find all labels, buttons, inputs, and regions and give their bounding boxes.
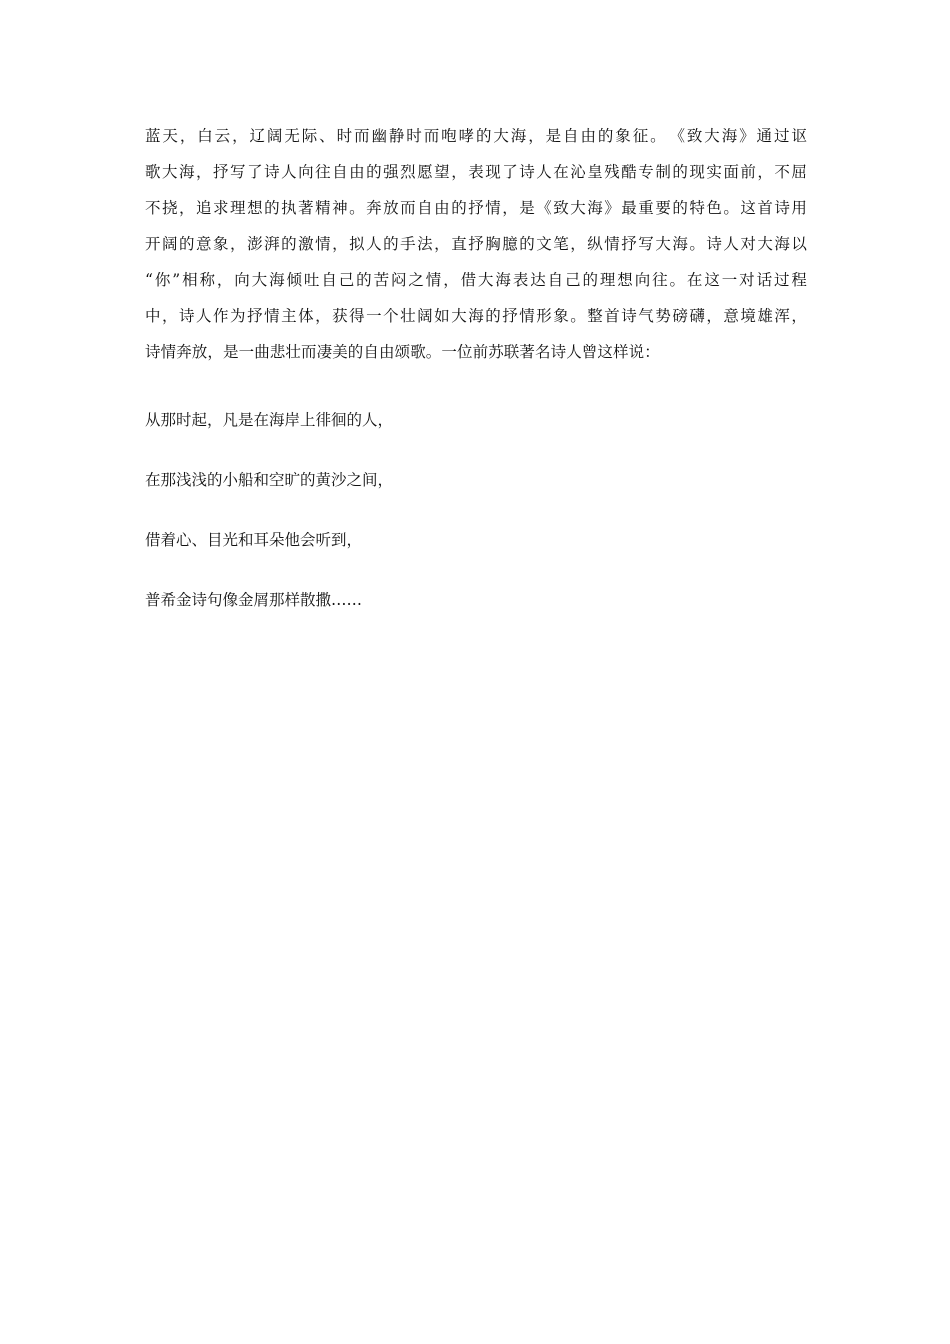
paragraph-line: 歌大海，抒写了诗人向往自由的强烈愿望，表现了诗人在沁皇残酷专制的现实面前，不屈: [145, 163, 807, 181]
paragraph-line: 蓝天，白云，辽阔无际、时而幽静时而咆哮的大海，是自由的象征。 《致大海》通过讴: [145, 127, 807, 145]
paragraph-line: 开阔的意象，澎湃的激情，拟人的手法，直抒胸臆的文笔，纵情抒写大海。诗人对大海以: [145, 235, 807, 253]
paragraph-line: 不挠，追求理想的执著精神。奔放而自由的抒情，是《致大海》最重要的特色。这首诗用: [145, 199, 807, 217]
poem-verse: 从那时起，凡是在海岸上徘徊的人，: [145, 411, 394, 429]
paragraph-line: 中，诗人作为抒情主体，获得一个壮阔如大海的抒情形象。整首诗气势磅礴，意境雄浑，: [145, 307, 807, 325]
poem-verse: 在那浅浅的小船和空旷的黄沙之间，: [145, 471, 394, 489]
poem-verse: 普希金诗句像金屑那样散撒……: [145, 591, 363, 609]
poem-quote: [145, 390, 807, 630]
poem-verse: 借着心、目光和耳朵他会听到，: [145, 531, 363, 549]
paragraph-line: “你”相称，向大海倾吐自己的苦闷之情，借大海表达自己的理想向往。在这一对话过程: [145, 271, 807, 289]
paragraph-line: 诗情奔放，是一曲悲壮而凄美的自由颂歌。一位前苏联著名诗人曾这样说：: [145, 343, 660, 361]
intro-paragraph: [145, 118, 807, 370]
document-body: [145, 118, 807, 630]
